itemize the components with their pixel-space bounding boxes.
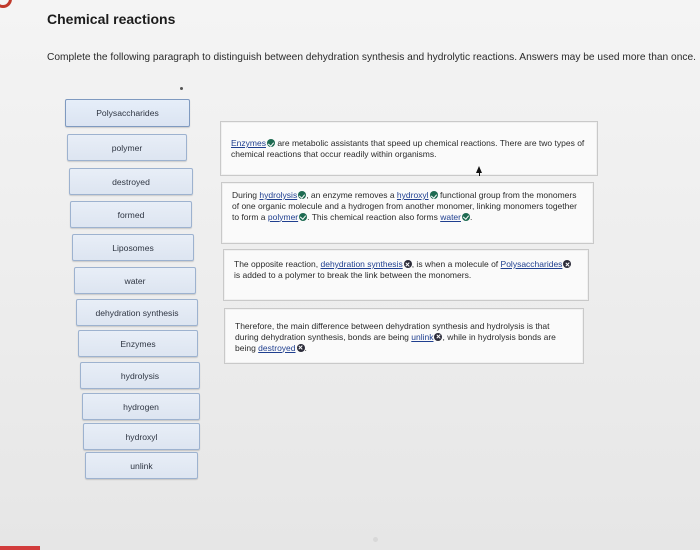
paragraph-box-4	[224, 308, 584, 364]
answer-blank-enzymes[interactable]	[231, 138, 275, 148]
answer-blank-polysaccharides[interactable]	[501, 259, 572, 269]
chip-destroyed[interactable]: destroyed	[69, 168, 193, 195]
answer-text: hydrolysis	[259, 190, 298, 200]
answer-text: Polysaccharides	[500, 259, 563, 269]
answer-blank-polymer[interactable]	[268, 212, 307, 222]
paragraph-text: .	[470, 211, 473, 222]
chip-hydrolysis[interactable]: hydrolysis	[80, 362, 200, 389]
chip-formed[interactable]: formed	[70, 201, 192, 228]
answer-text: Enzymes	[231, 138, 266, 148]
chip-dehydration-synthesis[interactable]: dehydration synthesis	[76, 299, 198, 326]
instructions: Complete the following paragraph to distinguish between dehydration synthesis and hydrolytic reactions. Answers may be used more than once.	[47, 52, 696, 63]
correct-check-icon	[298, 191, 306, 199]
paragraph-3	[234, 259, 578, 281]
chip-unlink[interactable]: unlink	[85, 452, 198, 479]
answer-text: destroyed	[258, 342, 296, 353]
correct-check-icon	[299, 213, 307, 221]
paragraph-text: is added to a polymer to break the link between the monomers.	[234, 269, 472, 280]
correct-check-icon	[462, 211, 473, 222]
paragraph-box-1	[220, 121, 598, 176]
answer-blank-hydroxyl[interactable]	[397, 190, 438, 200]
answer-blank-dehydration-synthesis[interactable]	[320, 259, 411, 269]
answer-text: dehydration synthesis	[320, 259, 403, 269]
paragraph-text: , is when a molecule of	[411, 259, 501, 269]
answer-blank-unlink[interactable]	[411, 332, 442, 342]
chip-polymer[interactable]: polymer	[67, 134, 187, 161]
corner-arc-icon	[0, 0, 12, 8]
paragraph-text: , while in hydrolysis bonds are being	[235, 331, 556, 353]
chip-enzymes[interactable]: Enzymes	[78, 330, 198, 357]
correct-check-icon	[430, 191, 438, 199]
correct-check-icon	[267, 139, 275, 147]
answer-text: hydroxyl	[396, 190, 429, 200]
chip-hydroxyl[interactable]: hydroxyl	[83, 423, 200, 450]
mouse-cursor-icon	[476, 166, 482, 173]
chip-hydrogen[interactable]: hydrogen	[82, 393, 200, 420]
incorrect-x-icon	[404, 260, 412, 268]
dot-icon	[180, 87, 183, 90]
dot-icon	[373, 537, 378, 542]
paragraph-text: , an enzyme removes a	[306, 190, 397, 200]
paragraph-text: Therefore, the main difference between dehydration synthesis and hydrolysis is that during dehydration synthesis, bonds are being	[235, 321, 550, 342]
incorrect-x-icon	[563, 260, 571, 268]
page-title: Chemical reactions	[47, 11, 176, 27]
chip-water[interactable]: water	[74, 267, 196, 294]
paragraph-1	[231, 138, 587, 160]
incorrect-x-icon	[297, 344, 305, 352]
paragraph-text: The opposite reaction,	[234, 259, 321, 269]
chip-liposomes[interactable]: Liposomes	[72, 234, 194, 261]
answer-text: unlink	[411, 331, 434, 342]
paragraph-text: During	[232, 190, 260, 200]
paragraph-box-3	[223, 249, 589, 301]
answer-blank-destroyed[interactable]	[258, 343, 304, 353]
answer-text: polymer	[267, 211, 299, 222]
paragraph-text: are metabolic assistants that speed up chemical reactions. There are two types of chemical reactions that occur readily within organisms.	[231, 138, 585, 159]
paragraph-text: .	[304, 342, 307, 353]
answer-blank-water[interactable]	[440, 211, 473, 222]
paragraph-2	[232, 190, 583, 222]
paragraph-text: . This chemical reaction also forms	[307, 211, 441, 222]
paragraph-box-2	[221, 182, 594, 244]
answer-blank-hydrolysis[interactable]	[259, 190, 306, 200]
paragraph-4	[235, 321, 573, 353]
progress-strip	[0, 546, 40, 550]
answer-text: water	[440, 211, 461, 222]
chip-polysaccharides[interactable]: Polysaccharides	[65, 99, 190, 127]
paragraph-text: functional group from the monomers of one organic molecule and a hydrogen from another monomer, linking monomers together to form a	[232, 190, 577, 222]
